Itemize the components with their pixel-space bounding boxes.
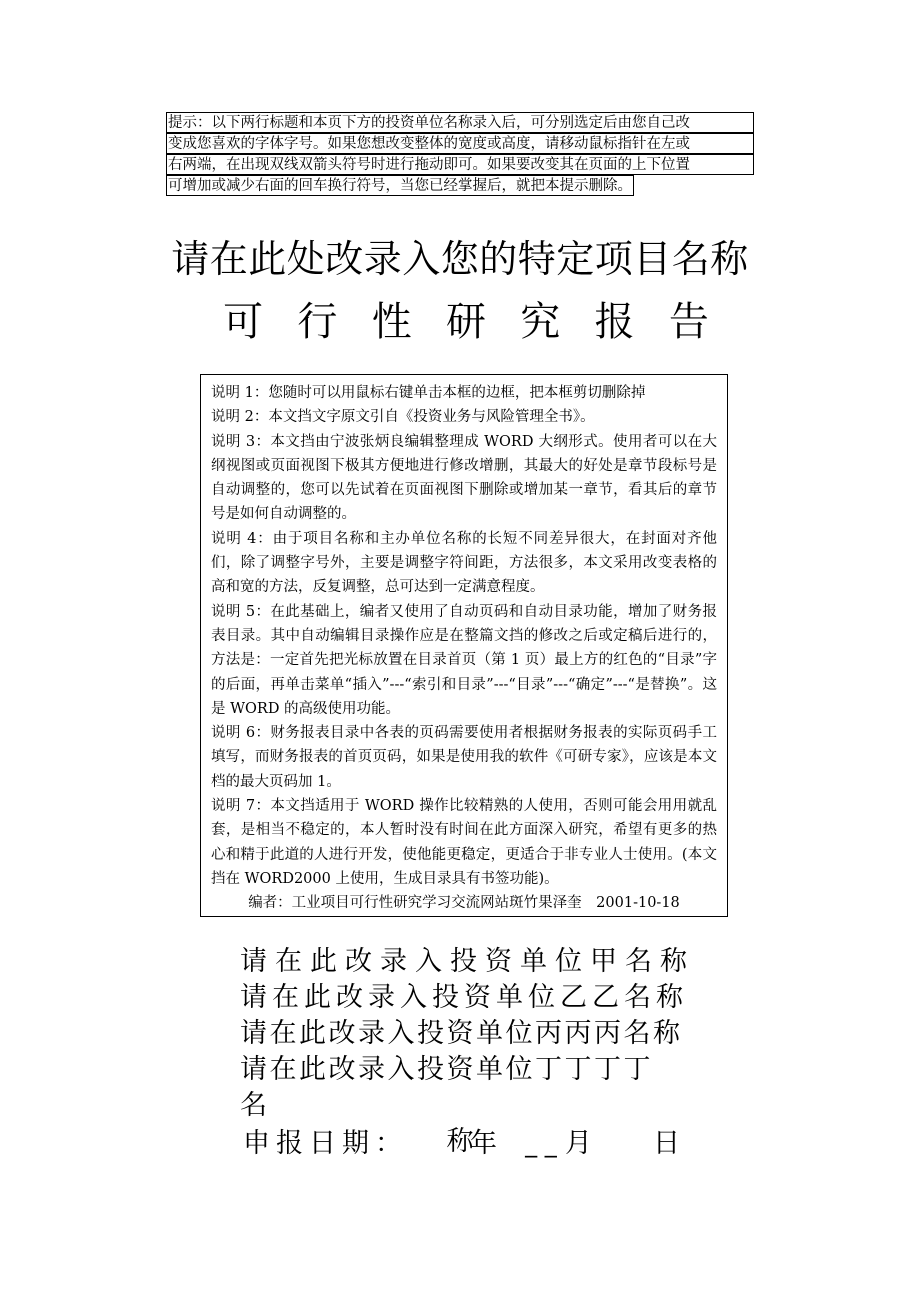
- report-type-char: 性: [371, 299, 412, 345]
- note-item: 说明 4：由于项目名称和主办单位名称的长短不同差异很大，在封面对齐他们，除了调整字号外，主要是调整字符间距，方法很多，本文采用改变表格的高和宽的方法，反复调整，总可达到一定满意程度。: [211, 530, 717, 596]
- date-year: 年: [470, 1128, 497, 1159]
- note-item: 说明 6：财务报表目录中各表的页码需要使用者根据财务报表的实际页码手工填写，而财务报表的首页页码，如果是使用我的软件《可研专家》，应该是本文档的最大页码加 1。: [211, 725, 717, 790]
- investor-name: 请在此改录入投资单位甲名称: [240, 946, 695, 977]
- report-type-char: 报: [594, 299, 635, 345]
- investor-name: 请在此改录入投资单位丙丙丙名称: [240, 1018, 683, 1049]
- hint-line: 可增加或减少右面的回车换行符号，当您已经掌握后，就把本提示删除。: [166, 175, 634, 196]
- hint-line: 提示：以下两行标题和本页下方的投资单位名称录入后，可分别选定后由您自己改: [166, 112, 754, 133]
- investor-name: 请在此改录入投资单位乙乙名称: [240, 982, 688, 1013]
- editor-line: 编者：工业项目可行性研究学习交流网站斑竹果泽奎 2001-10-18: [248, 895, 680, 912]
- hint-line: 右两端，在出现双线双箭头符号时进行拖动即可。如果要改变其在页面的上下位置: [166, 154, 754, 175]
- date-month: 月: [565, 1128, 592, 1159]
- notes-box[interactable]: [200, 374, 728, 917]
- note-item: 说明 3：本文挡由宁波张炳良编辑整理成 WORD 大纲形式。使用者可以在大纲视图或页面视图下极其方便地进行修改增删，其最大的好处是章节段标号是自动调整的，您可以先试着在页面视图下删除或增加某一章节，看其后的章节号是如何自动调整的。: [211, 433, 717, 523]
- note-item: 说明 5：在此基础上，编者又使用了自动页码和自动目录功能，增加了财务报表目录。其中自动编辑目录操作应是在整篇文挡的修改之后或定稿后进行的，方法是：一定首先把光标放置在目录首页（第 1 页）最上方的红色的“目录”字的后面，再单击菜单“插入”---“索引和目录”---“目录”---“确定”---“是替换”。这是 WORD 的高级使用功能。: [211, 603, 717, 717]
- hint-line: 变成您喜欢的字体字号。如果您想改变整体的宽度或高度，请移动鼠标指针在左或: [166, 133, 754, 154]
- report-type-char: 研: [445, 299, 486, 345]
- report-type-char: 究: [520, 299, 561, 345]
- project-name-title[interactable]: 请在此处改录入您的特定项目名称: [171, 237, 749, 281]
- investor-name: 请在此改录入投资单位丁丁丁丁名: [240, 1054, 653, 1121]
- submission-date[interactable]: [243, 1124, 683, 1164]
- report-type-char: 告: [668, 299, 709, 345]
- date-month-blank: _ _: [525, 1130, 557, 1158]
- date-day: 日: [653, 1128, 680, 1159]
- report-type-char: 可: [223, 299, 264, 345]
- hint-box[interactable]: [166, 112, 754, 200]
- note-item: 说明 7：本文挡适用于 WORD 操作比较精熟的人使用，否则可能会用用就乱套，是相当不稳定的，本人暂时没有时间在此方面深入研究，希望有更多的热心和精于此道的人进行开发，使他能更稳定，更适合于非专业人士使用。(本文挡在 WORD2000 上使用，生成目录具有书签功能)。: [211, 798, 717, 887]
- report-type-char: 行: [297, 299, 338, 345]
- investor-name-tail: 称: [446, 1126, 474, 1157]
- note-item: 说明 2：本文挡文字原文引自《投资业务与风险管理全书》。: [211, 409, 595, 426]
- note-item: 说明 1：您随时可以用鼠标右键单击本框的边框，把本框剪切删除掉: [211, 385, 646, 401]
- date-label: 申报日期：: [243, 1128, 408, 1159]
